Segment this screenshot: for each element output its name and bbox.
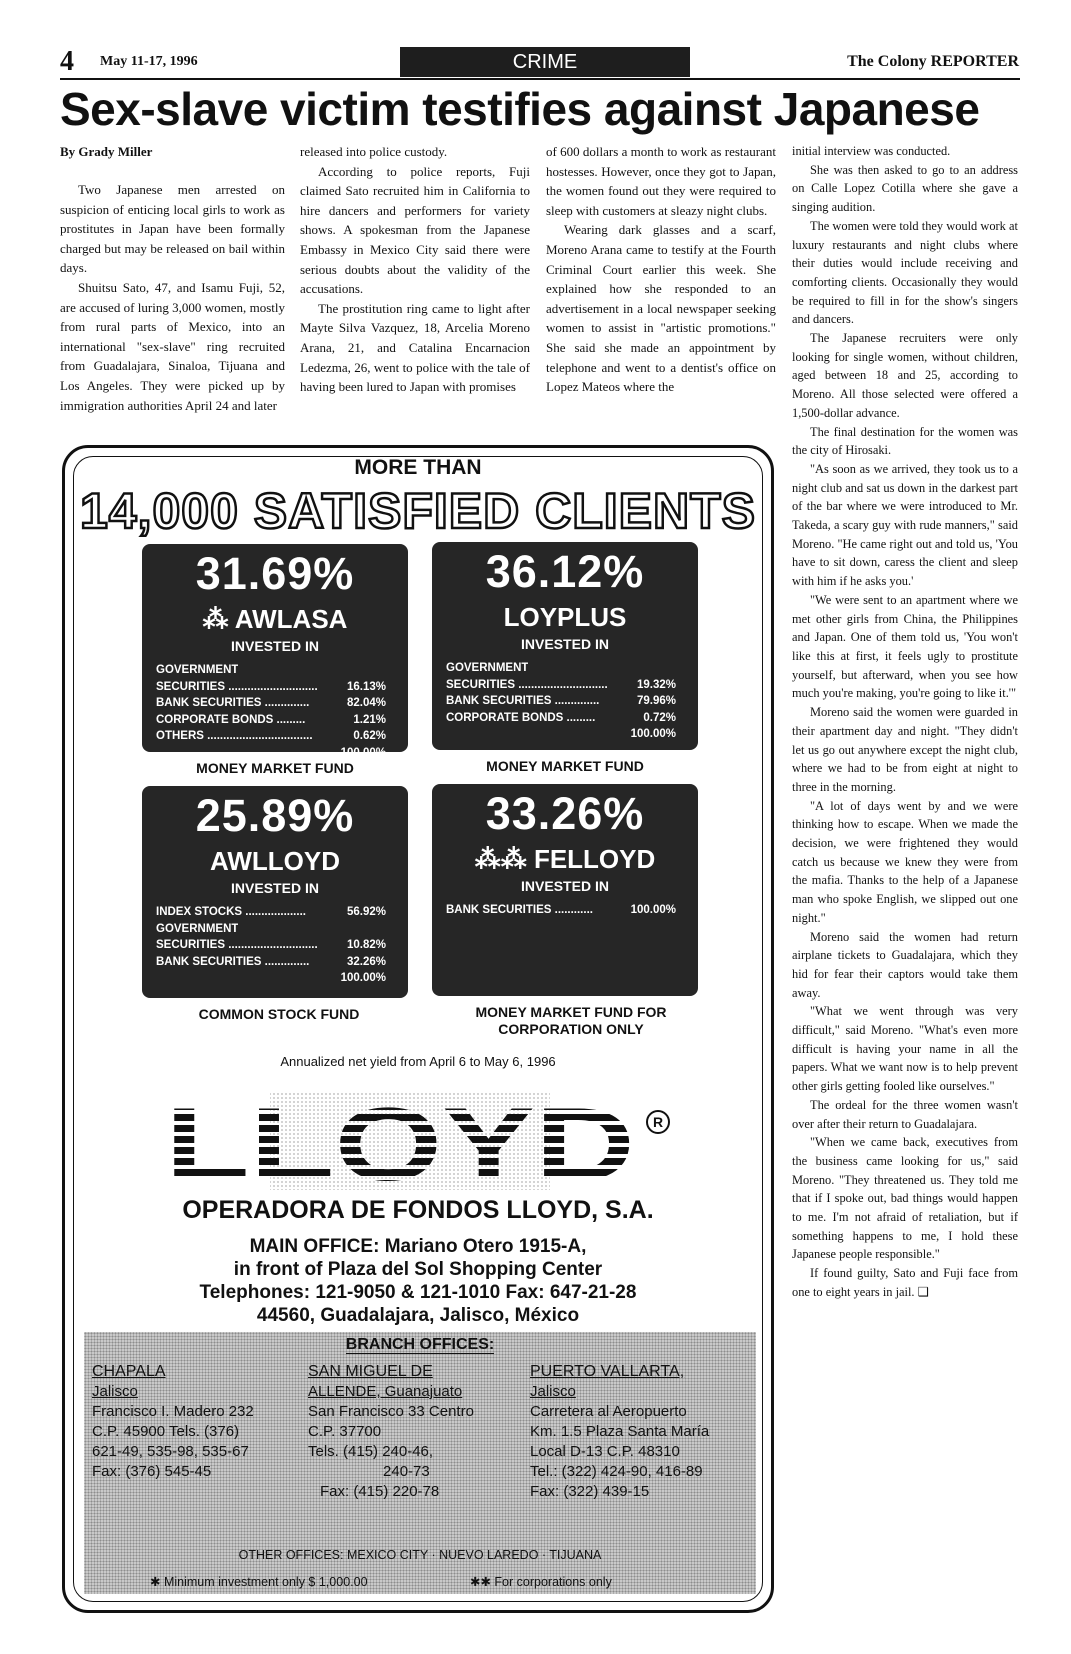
allocation-row: BANK SECURITIES .............. 32.26% [156, 955, 386, 968]
fund-card-awlasa [142, 544, 408, 759]
allocation-row: GOVERNMENT [156, 664, 239, 676]
fund-name: AWLLOYD [210, 846, 340, 876]
allocation-row: GOVERNMENT [446, 662, 529, 674]
address-line: in front of Plaza del Sol Shopping Center [233, 1259, 603, 1280]
ad-satisfied-clients: 14,000 SATISFIED CLIENTS [79, 483, 757, 539]
branch-san-miguel: SAN MIGUEL DE ALLENDE, Guanajuato San Francisco 33 Centro C.P. 37700 Tels. (415) 240-46, 240-73 Fax: (415) 220-78 [308, 1363, 474, 1500]
allocation-list [446, 660, 676, 743]
invested-in-label: INVESTED IN [231, 638, 319, 654]
article-column-1 [60, 180, 285, 415]
allocation-row: SECURITIES ............................ 16.13% [156, 680, 386, 693]
allocation-total: 100.00% [630, 728, 676, 740]
paragraph: Shuitsu Sato, 47, and Isamu Fuji, 52, are accused of luring 3,000 women, mostly from rural parts of Mexico, into an international "sex-slave" ring recruited from Guadalajara, Sinaloa, Tijuana and Los Angeles. They were picked up by immigration authorities April 24 and later [60, 279, 285, 413]
page-number: 4 [60, 46, 74, 77]
fund-yield: 25.89% [195, 790, 355, 841]
paper-name: The Colony REPORTER [847, 53, 1019, 70]
invested-in-label: INVESTED IN [521, 636, 609, 652]
allocation-total: 100.00% [340, 972, 386, 984]
paragraph: The final destination for the women was the city of Hirosaki. [792, 424, 1018, 458]
paragraph: Two Japanese men arrested on suspicion of enticing local girls to work as prostitutes in Japan have been formally charged but may be released on bail within days. [60, 182, 285, 276]
ad-more-than: MORE THAN [354, 456, 482, 479]
branch-chapala: CHAPALA Jalisco Francisco I. Madero 232 C.P. 45900 Tels. (376) 621-49, 535-98, 535-67 Fax: (376) 545-45 [92, 1363, 254, 1480]
allocation-row: GOVERNMENT [156, 922, 239, 935]
fund-card-awlloyd [142, 786, 408, 998]
paragraph: The prostitution ring came to light after Mayte Silva Vazquez, 18, Arcelia Moreno Arana, 21, and Catalina Encarnacion Ledezma, 26, went to police with the tale of having been lured to Japan with promises [300, 300, 530, 395]
paragraph: Moreno said the women were guarded in their apartment day and night. "They didn't let us go out anywhere except the night club, where we had to be from eight at night to three in the morning. [792, 705, 1018, 794]
paragraph: "What we went through was very difficult," said Moreno. "What's even more difficult is having your name in all the papers. What we want now is to help prevent other girls getting fooled like ourselves." [792, 1004, 1018, 1094]
invested-in-label: INVESTED IN [231, 880, 319, 896]
fund-caption: MONEY MARKET FUND FOR CORPORATION ONLY [475, 1004, 667, 1037]
footnote-minimum-investment: ✱ Minimum investment only $ 1,000.00 [150, 1575, 368, 1589]
allocation-row: SECURITIES ............................ 19.32% [446, 678, 676, 691]
fund-card-loyplus [432, 542, 698, 750]
paragraph: "When we came back, executives from the business came looking for us," said Moreno. "They threatened us. They told me that if I spoke out, bad things would happen to me. I'm not afraid of retaliation, but if something happens to me, I hold these Japanese people responsible." [792, 1135, 1018, 1262]
section-label: CRIME [400, 47, 690, 77]
allocation-row: CORPORATE BONDS ......... 1.21% [156, 713, 386, 726]
allocation-row: SECURITIES ............................ 10.82% [156, 939, 386, 951]
lloyd-logo [160, 1092, 640, 1190]
allocation-row: CORPORATE BONDS ......... 0.72% [446, 711, 676, 724]
article-column-2 [300, 142, 530, 397]
paragraph: initial interview was conducted. [792, 144, 951, 158]
address-line: Telephones: 121-9050 & 121-1010 Fax: 647-21-28 [199, 1282, 637, 1303]
paragraph: The Japanese recruiters were only looking for single women, without children, aged between 18 and 25, according to Moreno. All those selected were offered a 1,500-dollar advance. [792, 331, 1018, 420]
article-column-4 [792, 142, 1018, 1302]
company-name: OPERADORA DE FONDOS LLOYD, S.A. [182, 1196, 654, 1224]
allocation-list [156, 904, 386, 987]
fund-name: ⁂ AWLASA [202, 604, 348, 634]
annualized-yield-note: Annualized net yield from April 6 to May 6, 1996 [280, 1054, 556, 1069]
headline: Sex-slave victim testifies against Japanese [60, 83, 980, 135]
invested-in-label: INVESTED IN [521, 878, 609, 894]
fund-card-felloyd [432, 784, 698, 996]
branch-offices-title: BRANCH OFFICES: [345, 1336, 495, 1353]
paragraph: She was then asked to go to an address on Calle Lopez Cotilla where she gave a singing audition. [792, 162, 1018, 215]
allocation-row: BANK SECURITIES .............. 79.96% [446, 695, 676, 707]
fund-caption: COMMON STOCK FUND [198, 1006, 360, 1022]
allocation-row: OTHERS ................................. 0.62% [156, 730, 386, 742]
fund-caption: MONEY MARKET FUND [196, 760, 354, 776]
paragraph: "A lot of days went by and we were thinking how to escape. When we made the decision, we were frightened they would catch us because we knew they were from the mafia. Thanks to the help of a Japanese man who spoke English, we slipped out one night." [792, 798, 1018, 925]
address-line: MAIN OFFICE: Mariano Otero 1915-A, [249, 1236, 587, 1257]
branch-puerto-vallarta: PUERTO VALLARTA, Jalisco Carretera al Aeropuerto Km. 1.5 Plaza Santa María Local D-13 C.P. 48310 Tel.: (322) 424-90, 416-89 Fax: (322) 439-15 [530, 1363, 710, 1500]
header-rule [60, 78, 1020, 80]
allocation-list [446, 902, 676, 919]
allocation-row: BANK SECURITIES .............. 82.04% [156, 697, 386, 709]
issue-date: May 11-17, 1996 [100, 54, 198, 69]
fund-name: ⁂⁂ FELLOYD [474, 844, 656, 874]
fund-name: LOYPLUS [503, 602, 627, 632]
address-line: 44560, Guadalajara, Jalisco, México [256, 1305, 580, 1326]
fund-yield: 33.26% [485, 788, 645, 839]
fund-yield: 31.69% [195, 548, 355, 599]
fund-caption: MONEY MARKET FUND [486, 758, 644, 774]
paragraph: of 600 dollars a month to work as restaurant hostesses. However, once they got to Japan, the women found out they were required to sleep with customers at sleazy night clubs. [546, 144, 776, 218]
paragraph: If found guilty, Sato and Fuji face from one to eight years in jail. ❑ [792, 1266, 1018, 1299]
paragraph: "As soon as we arrived, they took us to a night club and sat us down in the darkest part of the bar where we were introduced to Mr. Takeda, a scary guy with rude manners," said Moreno. "He came right out and told us, 'You have to sit down, caress the client and sleep with him if he asks you.' [792, 461, 1018, 589]
article-column-3 [546, 142, 776, 397]
allocation-list [156, 662, 386, 761]
registered-mark: R [646, 1110, 670, 1134]
logo-lettering: LLOYD [165, 1092, 635, 1190]
paragraph: "We were sent to an apartment where we met other girls from China, the Philippines and Japan. One of them told us, 'You won't like this at first, it feels ugly to prostitute yourself, but afterward, when you see how much you're making, you're going to like it.'" [792, 592, 1018, 701]
paragraph: Wearing dark glasses and a scarf, Moreno Arana came to testify at the Fourth Criminal Court earlier this week. She explained how she responded to an advertisement in a local newspaper seeking women to assist in "artistic promotions." She said she made an appointment by telephone and went to a dentist's office on Lopez Mateos where the [546, 222, 776, 395]
other-offices: OTHER OFFICES: MEXICO CITY · NUEVO LAREDO · TIJUANA [238, 1548, 602, 1562]
footnote-corporations: ✱✱ For corporations only [470, 1575, 612, 1589]
paragraph: According to police reports, Fuji claimed Sato recruited him in California to hire dancers and performers for variety shows. A spokesman from the Japanese Embassy in Mexico City said there were serious doubts about the validity of the accusations. [300, 163, 530, 297]
allocation-row: BANK SECURITIES ............ 100.00% [446, 904, 676, 916]
allocation-total: 100.00% [340, 746, 386, 759]
paragraph: The ordeal for the three women wasn't over after their return to Guadalajara. [792, 1097, 1018, 1131]
paragraph: The women were told they would work at luxury restaurants and night clubs where their duties would include receiving and comforting clients. Occasionally they would be required to fill in for the show's singers and dancers. [792, 218, 1018, 327]
paragraph: Moreno said the women had return airplane tickets to Guadalajara, which they hid for fear their captors would take them away. [792, 929, 1018, 1000]
paragraph: released into police custody. [300, 144, 448, 159]
byline: By Grady Miller [60, 144, 153, 159]
allocation-row: INDEX STOCKS ................... 56.92% [156, 906, 386, 918]
fund-yield: 36.12% [485, 546, 645, 597]
